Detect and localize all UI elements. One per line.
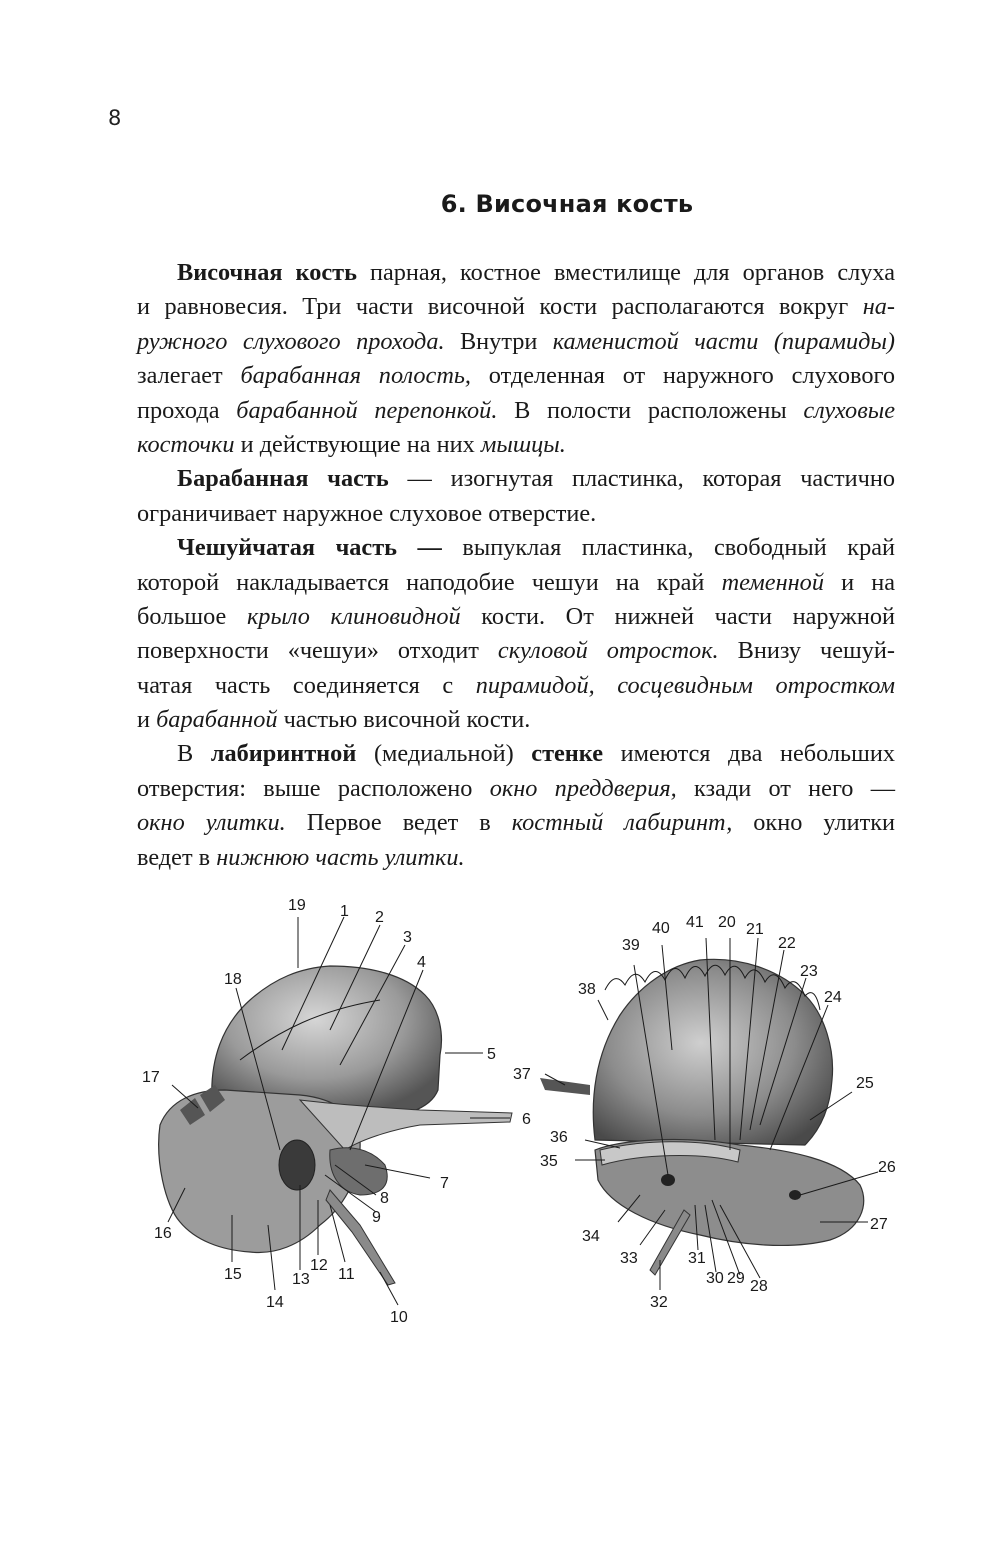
figure-label: 39	[622, 937, 640, 954]
italic-term: ружного слухового прохода.	[137, 327, 445, 355]
text-run: и равновесия. Три части височной кости располагаются вокруг	[137, 293, 863, 321]
paragraph	[137, 737, 895, 875]
figure-label: 30	[706, 1270, 724, 1287]
bold-term: Чешуйчатая часть —	[177, 534, 442, 562]
figure-label: 35	[540, 1153, 558, 1170]
italic-term: на-	[862, 293, 895, 321]
body-text	[137, 256, 895, 875]
text-run: отделенная от наружного слухового	[471, 362, 895, 390]
figure-label: 40	[652, 920, 670, 937]
figure-label: 6	[522, 1111, 531, 1128]
text-line	[137, 394, 895, 428]
figure-label: 3	[403, 929, 412, 946]
text-run: парная, костное вместилище для органов слуха	[356, 259, 895, 286]
paragraph	[137, 462, 895, 531]
text-run: кзади от него —	[676, 774, 895, 802]
figure-label: 18	[224, 971, 242, 988]
figure-label: 15	[224, 1266, 242, 1283]
figure-label: 21	[746, 921, 764, 938]
text-run: В	[177, 740, 211, 768]
text-run: ограничивает наружное слуховое отверстие.	[137, 499, 597, 527]
text-line	[137, 806, 895, 840]
italic-term: костный лабиринт,	[511, 809, 733, 837]
text-line	[137, 566, 895, 600]
text-run: В полости расположены	[497, 396, 804, 424]
text-line	[137, 256, 895, 290]
bold-term: Барабанная часть	[177, 465, 389, 493]
text-line	[137, 737, 895, 771]
paragraph	[137, 531, 895, 737]
figure-label: 5	[487, 1046, 496, 1063]
figure-label: 10	[390, 1309, 408, 1326]
paragraph	[137, 256, 895, 462]
section-heading: 6. Височная кость	[440, 190, 694, 218]
italic-term: мышцы.	[480, 430, 566, 458]
italic-term: окно преддверия,	[489, 774, 677, 802]
text-line	[137, 841, 895, 875]
text-run: — изогнутая пластинка, которая частично	[388, 465, 895, 493]
text-line	[137, 634, 895, 668]
italic-term: пирамидой, сосцевидным отростком	[475, 671, 895, 699]
bold-term: Височная кость	[177, 259, 357, 286]
text-run: и на	[823, 568, 895, 596]
text-line	[137, 669, 895, 703]
text-line	[137, 531, 895, 565]
figure-label: 33	[620, 1250, 638, 1267]
italic-term: барабанной	[156, 706, 278, 734]
figure-label: 1	[340, 903, 349, 920]
figure-label: 12	[310, 1257, 328, 1274]
italic-term: барабанная полость,	[240, 362, 471, 390]
bold-term: лабиринтной	[210, 740, 357, 768]
italic-term: окно улитки.	[137, 809, 286, 837]
text-run: кости. От нижней части наружной	[460, 602, 896, 630]
italic-term: слуховые	[803, 396, 895, 424]
text-line	[137, 772, 895, 806]
text-line	[137, 359, 895, 393]
page-number: 8	[108, 106, 122, 130]
text-run: Внутри	[444, 327, 553, 355]
figure-label: 7	[440, 1175, 449, 1192]
bold-term: стенке	[531, 740, 603, 768]
text-run: Первое ведет в	[285, 809, 512, 837]
italic-term: крыло клиновидной	[246, 602, 461, 630]
temporal-bone-lateral-illustration	[159, 966, 512, 1285]
figure-label: 8	[380, 1190, 389, 1207]
text-run: Внизу чешуй-	[718, 637, 895, 665]
temporal-bone-figures	[0, 880, 1000, 1340]
figure-label: 29	[727, 1270, 745, 1287]
text-run: выпуклая пластинка, свободный край	[441, 534, 896, 562]
figure-label: 23	[800, 963, 818, 980]
text-run: отверстия: выше расположено	[137, 774, 490, 802]
figure-label: 25	[856, 1075, 874, 1092]
italic-term: теменной	[721, 568, 824, 596]
figure-label: 31	[688, 1250, 706, 1267]
text-run: большое	[137, 602, 247, 630]
italic-term: барабанной перепонкой.	[236, 396, 498, 424]
figure-label: 34	[582, 1228, 600, 1245]
text-run: имеются два небольших	[602, 740, 895, 768]
italic-term: косточки	[137, 430, 235, 458]
figure-label: 27	[870, 1216, 888, 1233]
text-line	[137, 290, 895, 324]
text-line	[137, 497, 895, 531]
figure-label: 32	[650, 1294, 668, 1311]
text-run: окно улитки	[732, 809, 895, 837]
text-run: залегает	[137, 362, 241, 390]
figure-label: 14	[266, 1294, 284, 1311]
figure-label: 2	[375, 909, 384, 926]
figure-label: 17	[142, 1069, 160, 1086]
figure-label: 20	[718, 914, 736, 931]
figure-label: 22	[778, 935, 796, 952]
figure-label: 4	[417, 954, 426, 971]
italic-term: нижнюю часть улитки.	[216, 843, 465, 871]
text-run: чатая часть соединяется с	[137, 671, 476, 699]
text-line	[137, 428, 895, 462]
figure-label: 41	[686, 914, 704, 931]
figure-label: 19	[288, 897, 306, 914]
figure-label: 38	[578, 981, 596, 998]
text-line	[137, 600, 895, 634]
italic-term: каменистой части (пирамиды)	[552, 327, 895, 355]
text-run: которой накладывается наподобие чешуи на край	[137, 568, 722, 596]
text-run: частью височной кости.	[277, 706, 531, 734]
text-run: и действующие на них	[234, 430, 481, 458]
figure-label: 11	[338, 1266, 355, 1283]
text-run: поверхности «чешуи» отходит	[137, 637, 498, 665]
text-run: и	[137, 706, 157, 734]
text-run: прохода	[137, 396, 237, 424]
text-line	[137, 462, 895, 496]
figure-label: 28	[750, 1278, 768, 1295]
figure-label: 37	[513, 1066, 531, 1083]
figure-label: 26	[878, 1159, 896, 1176]
figure-label: 13	[292, 1271, 310, 1288]
text-line	[137, 703, 895, 737]
figure-label: 9	[372, 1209, 381, 1226]
text-run: ведет в	[137, 843, 217, 871]
figure-label: 24	[824, 989, 842, 1006]
text-run: (медиальной)	[356, 740, 532, 768]
text-line	[137, 325, 895, 359]
figure-label: 36	[550, 1129, 568, 1146]
figure-label: 16	[154, 1225, 172, 1242]
italic-term: скуловой отросток.	[497, 637, 719, 665]
